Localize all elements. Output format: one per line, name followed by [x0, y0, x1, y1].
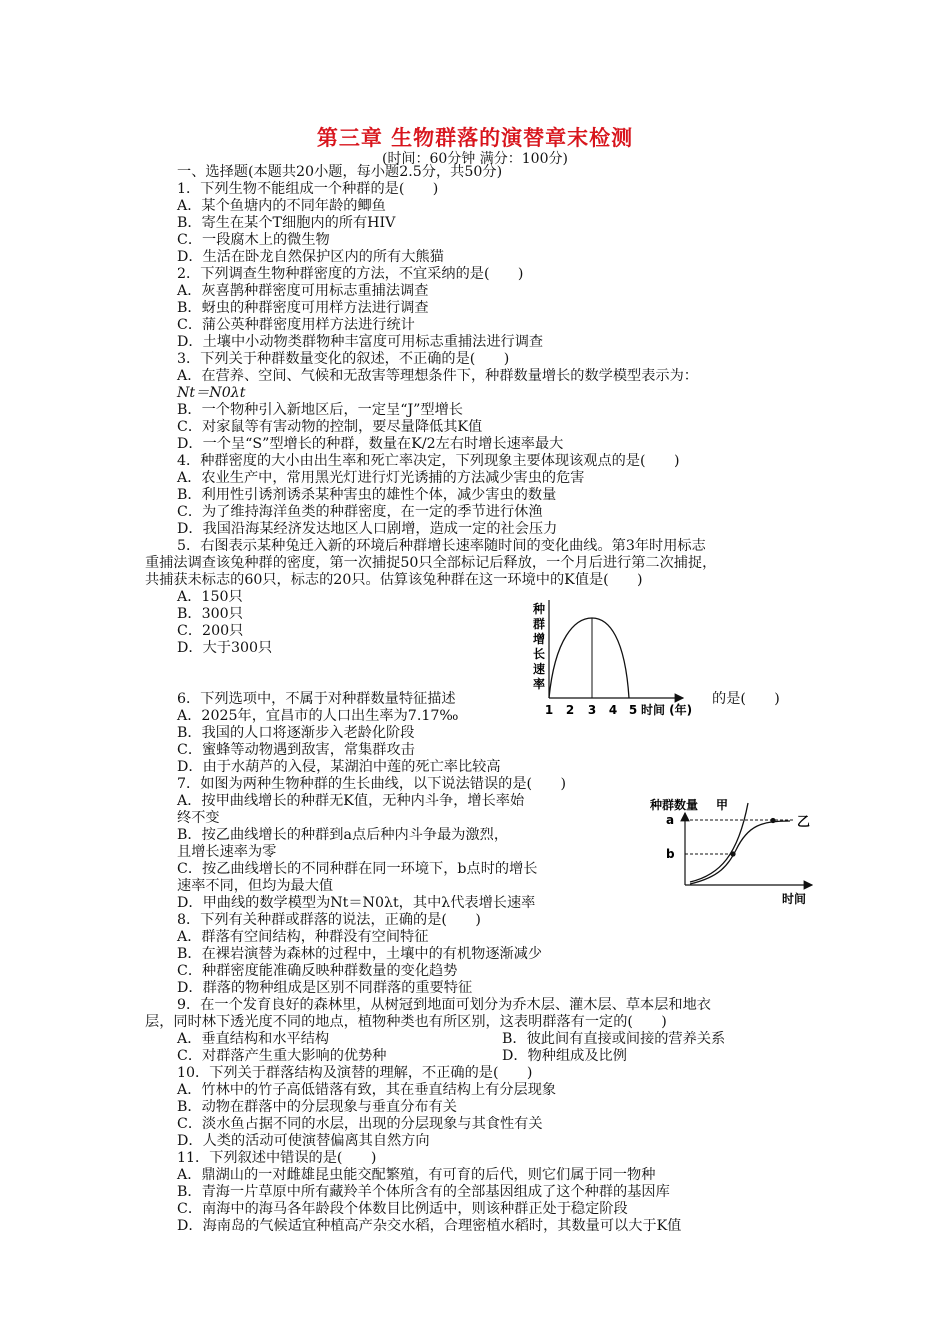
page-title: 第三章 生物群落的演替章末检测 — [316, 125, 634, 150]
x-tick-label: 2 — [565, 703, 575, 717]
growth-curves-figure — [650, 795, 820, 910]
point-a — [770, 818, 775, 823]
question-10: 10．下列关于群落结构及演替的理解，不正确的是( ) — [177, 1065, 533, 1081]
option-9d: D．物种组成及比例 — [502, 1048, 627, 1064]
y-label-char: 增 — [532, 632, 546, 646]
curve-yi-label: 乙 — [797, 815, 811, 830]
option-7c: C．按乙曲线增长的不同种群在同一环境下，b点时的增长 — [177, 861, 538, 877]
option-2c: C．蒲公英种群密度用样方法进行统计 — [177, 317, 415, 333]
y-label-char: 速 — [532, 662, 546, 676]
question-3: 3．下列关于种群数量变化的叙述，不正确的是( ) — [177, 351, 510, 367]
option-11d: D．海南岛的气候适宜种植高产杂交水稻，合理密植水稻时，其数量可以大于K值 — [177, 1218, 682, 1234]
y-label-char: 率 — [532, 677, 546, 691]
option-6a: A．2025年，宜昌市的人口出生率为7.17‰ — [177, 708, 459, 724]
option-2a: A．灰喜鹊种群密度可用标志重捕法调查 — [177, 283, 429, 299]
x-tick-label: 3 — [587, 703, 597, 717]
question-1: 1．下列生物不能组成一个种群的是( ) — [177, 181, 439, 197]
option-7b-cont: 且增长速率为零 — [177, 844, 277, 860]
page-subtitle: (时间：60分钟 满分：100分) — [382, 151, 568, 167]
option-3b: B．一个物种引入新地区后，一定呈“J”型增长 — [177, 402, 463, 418]
option-10b: B．动物在群落中的分层现象与垂直分布有关 — [177, 1099, 457, 1115]
y-label-char: 长 — [532, 647, 546, 661]
question-5-cont2: 共捕获未标志的60只，标志的20只。估算该兔种群在这一环境中的K值是( ) — [145, 572, 643, 588]
option-3d: D．一个呈“S”型增长的种群，数量在K/2左右时增长速率最大 — [177, 436, 564, 452]
option-6d: D．由于水葫芦的入侵，某湖泊中莲的死亡率比较高 — [177, 759, 501, 775]
option-5c: C．200只 — [177, 623, 244, 639]
section-heading: 一、选择题(本题共20小题，每小题2.5分，共50分) — [177, 164, 503, 180]
y-label-char: 群 — [532, 617, 546, 631]
option-4d: D．我国沿海某经济发达地区人口剧增，造成一定的社会压力 — [177, 521, 558, 537]
option-2d: D．土壤中小动物类群物种丰富度可用标志重捕法进行调查 — [177, 334, 544, 350]
option-10c: C．淡水鱼占据不同的水层，出现的分层现象与其食性有关 — [177, 1116, 543, 1132]
option-4a: A．农业生产中，常用黑光灯进行灯光诱捕的方法减少害虫的危害 — [177, 470, 585, 486]
option-2b: B．蚜虫的种群密度可用样方法进行调查 — [177, 300, 429, 316]
curve-jia-label: 甲 — [716, 798, 729, 812]
option-4c: C．为了维持海洋鱼类的种群密度，在一定的季节进行休渔 — [177, 504, 543, 520]
label-b: b — [666, 847, 675, 861]
point-b — [730, 851, 735, 856]
question-5-cont: 重捕法调查该兔种群的密度，第一次捕捉50只全部标记后释放，一个月后进行第二次捕捉， — [145, 555, 717, 571]
option-7a-cont: 终不变 — [177, 810, 220, 826]
option-7d: D．甲曲线的数学模型为Nt＝N0λt，其中λ代表增长速率 — [177, 895, 536, 911]
option-8b: B．在裸岩演替为森林的过程中，土壤中的有机物逐渐减少 — [177, 946, 543, 962]
option-8c: C．种群密度能准确反映种群数量的变化趋势 — [177, 963, 458, 979]
question-5: 5．右图表示某种兔迁入新的环境后种群增长速率随时间的变化曲线。第3年时用标志 — [177, 538, 706, 554]
option-9c: C．对群落产生重大影响的优势种 — [177, 1048, 387, 1064]
growth-rate-figure — [525, 598, 710, 720]
question-8: 8．下列有关种群或群落的说法，正确的是( ) — [177, 912, 481, 928]
x-tick-label: 4 — [608, 703, 618, 717]
question-6-end: 的是( ) — [712, 691, 780, 707]
x-tick-label: 1 — [544, 703, 554, 717]
option-5d: D．大于300只 — [177, 640, 273, 656]
option-10a: A．竹林中的竹子高低错落有致，其在垂直结构上有分层现象 — [177, 1082, 557, 1098]
y-label-char: 种 — [532, 602, 546, 616]
option-3a: A．在营养、空间、气候和无敌害等理想条件下，种群数量增长的数学模型表示为： — [177, 368, 698, 384]
option-6c: C．蜜蜂等动物遇到敌害，常集群攻击 — [177, 742, 415, 758]
option-1a: A．某个鱼塘内的不同年龄的鲫鱼 — [177, 198, 386, 214]
label-a: a — [666, 813, 675, 827]
option-8a: A．群落有空间结构，种群没有空间特征 — [177, 929, 429, 945]
curve-yi — [690, 821, 790, 884]
option-9b: B．彼此间有直接或间接的营养关系 — [502, 1031, 726, 1047]
option-9a: A．垂直结构和水平结构 — [177, 1031, 330, 1047]
option-1b: B．寄生在某个T细胞内的所有HIV — [177, 215, 396, 231]
option-5b: B．300只 — [177, 606, 243, 622]
option-1d: D．生活在卧龙自然保护区内的所有大熊猫 — [177, 249, 444, 265]
option-11a: A．鼎湖山的一对雌雄昆虫能交配繁殖，有可育的后代，则它们属于同一物种 — [177, 1167, 656, 1183]
x-tick-label: 5 — [628, 703, 638, 717]
option-5a: A．150只 — [177, 589, 243, 605]
option-7c-cont: 速率不同，但均为最大值 — [177, 878, 334, 894]
option-7b: B．按乙曲线增长的种群到a点后种内斗争最为激烈， — [177, 827, 509, 843]
curve-jia — [690, 803, 748, 882]
option-6b: B．我国的人口将逐渐步入老龄化阶段 — [177, 725, 415, 741]
x-axis-label: 时间 — [782, 892, 807, 906]
question-11: 11．下列叙述中错误的是( ) — [177, 1150, 377, 1166]
option-10d: D．人类的活动可使演替偏离其自然方向 — [177, 1133, 430, 1149]
question-9: 9．在一个发育良好的森林里，从树冠到地面可划分为乔木层、灌木层、草本层和地衣 — [177, 997, 711, 1013]
option-8d: D．群落的物种组成是区别不同群落的重要特征 — [177, 980, 473, 996]
question-7: 7．如图为两种生物种群的生长曲线，以下说法错误的是( ) — [177, 776, 566, 792]
option-11b: B．青海一片草原中所有藏羚羊个体所含有的全部基因组成了这个种群的基因库 — [177, 1184, 670, 1200]
question-6: 6．下列选项中，不属于对种群数量特征描述 — [177, 691, 456, 707]
option-4b: B．利用性引诱剂诱杀某种害虫的雄性个体，减少害虫的数量 — [177, 487, 557, 503]
growth-rate-curve — [549, 618, 629, 698]
x-axis-label: 时间 (年) — [641, 703, 693, 717]
question-9-cont: 层，同时林下透光度不同的地点，植物种类也有所区别，这表明群落有一定的( ) — [145, 1014, 667, 1030]
option-11c: C．南海中的海马各年龄段个体数目比例适中，则该种群正处于稳定阶段 — [177, 1201, 628, 1217]
y-axis-label: 种群数量 — [650, 798, 699, 812]
formula-3a: Nt＝N0λt — [177, 385, 246, 401]
option-1c: C．一段腐木上的微生物 — [177, 232, 330, 248]
question-2: 2．下列调查生物种群密度的方法，不宜采纳的是( ) — [177, 266, 524, 282]
option-3c: C．对家鼠等有害动物的控制，要尽量降低其K值 — [177, 419, 483, 435]
option-7a: A．按甲曲线增长的种群无K值，无种内斗争，增长率始 — [177, 793, 525, 809]
question-4: 4．种群密度的大小由出生率和死亡率决定，下列现象主要体现该观点的是( ) — [177, 453, 680, 469]
